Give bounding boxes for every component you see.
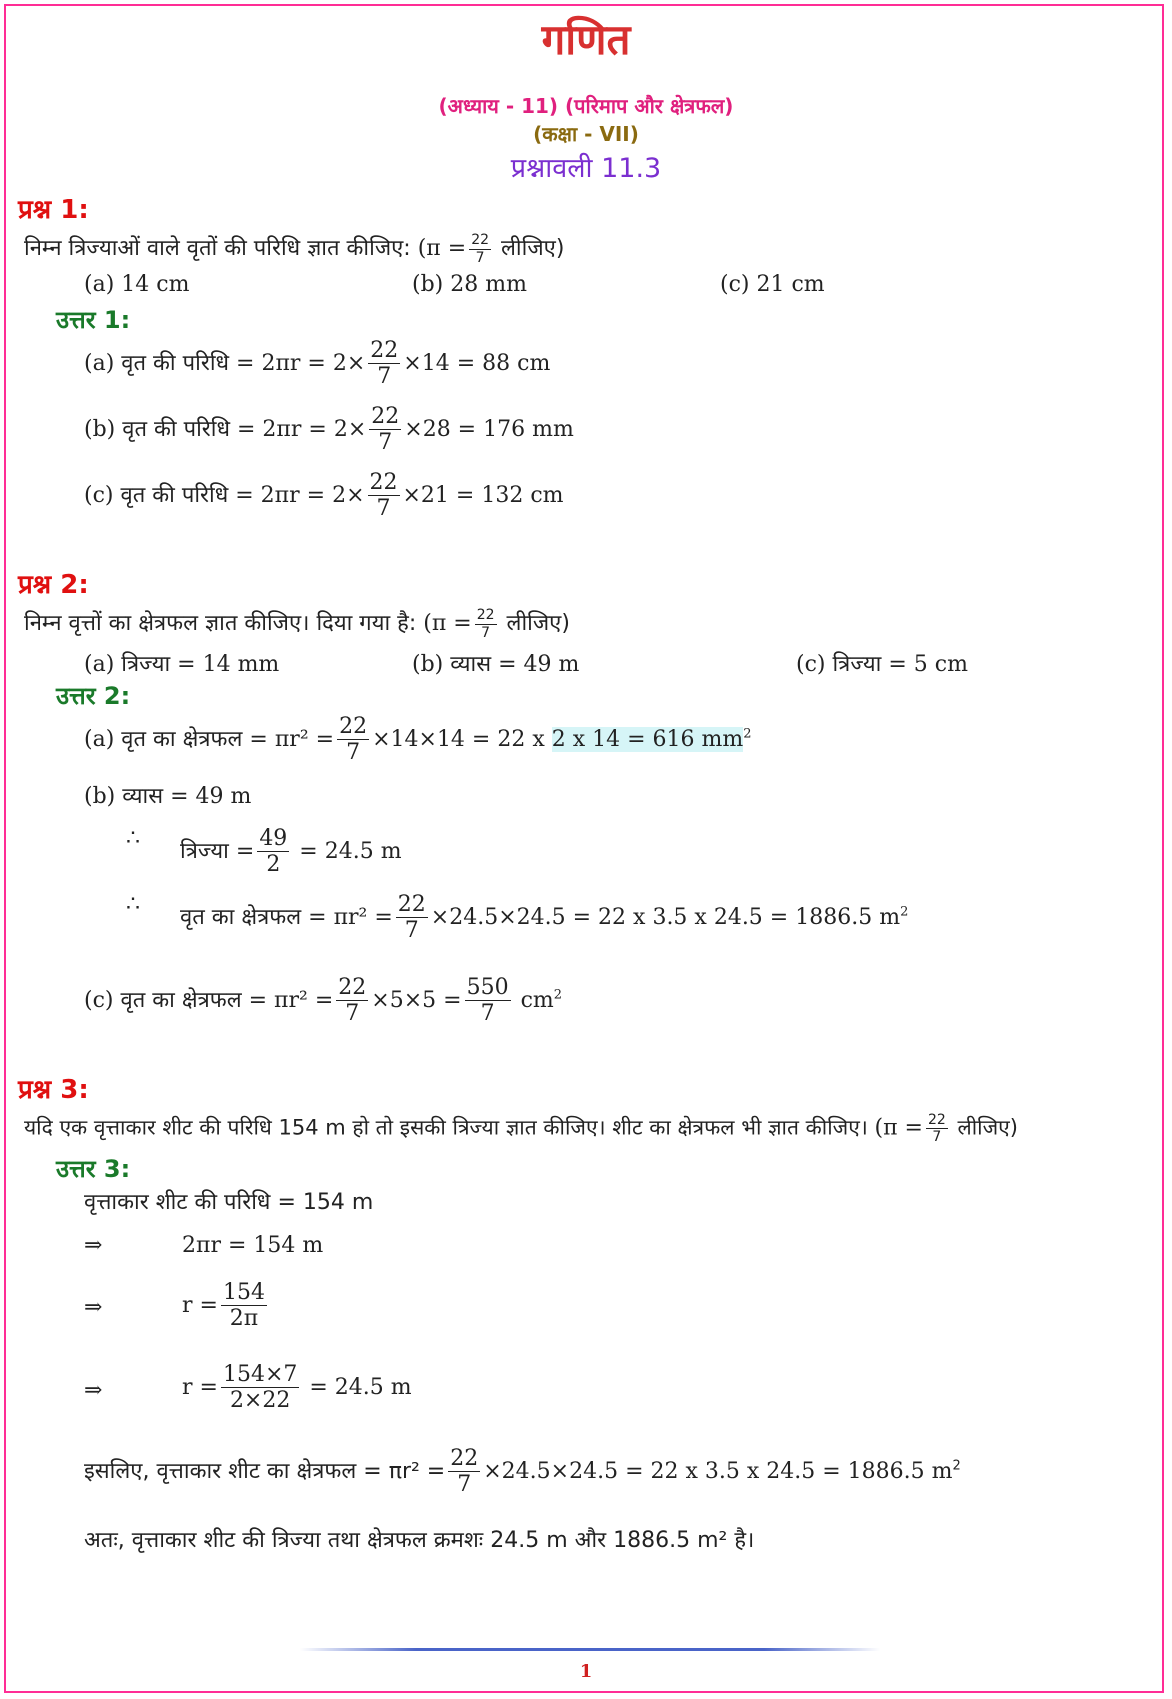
answer-2-line-c: (c) वृत का क्षेत्रफल = πr² = $\frac{22}{7}$ ×5×5 = $\frac{550}{7}$ $cm^2$	[84, 975, 563, 1027]
class-heading: (कक्षा - VII)	[533, 122, 639, 146]
page-number: 1	[579, 1661, 593, 1682]
footer-divider	[300, 1648, 880, 1651]
q2-option-c: (c) त्रिज्या = 5 cm	[796, 652, 968, 677]
answer-2-line-b: (b) व्यास = 49 m	[84, 784, 252, 809]
answer-3-line-1: वृत्ताकार शीट की परिधि = 154 m	[84, 1190, 374, 1215]
answer-2-area: वृत का क्षेत्रफल = πr² = $\frac{22}{7}$ ×24.5×24.5 = 22 x 3.5 x 24.5 = 1886.5 $m^2$	[180, 892, 909, 944]
implies-symbol: ⇒	[84, 1295, 103, 1320]
q2-option-a: (a) त्रिज्या = 14 mm	[84, 652, 280, 677]
answer-3-step-1: 2πr = 154 m	[182, 1233, 324, 1258]
question-3-text: यदि एक वृत्ताकार शीट की परिधि 154 m हो तो इसकी त्रिज्या ज्ञात कीजिए। शीट का क्षेत्रफल भी ज्ञात कीजिए। (π = $\frac{22}{7}$ लीजिए)	[24, 1112, 1018, 1146]
answer-2-heading: उत्तर 2:	[56, 682, 131, 710]
q1-option-c: (c) 21 cm	[720, 272, 825, 297]
q1-option-b: (b) 28 mm	[412, 272, 527, 297]
implies-symbol: ⇒	[84, 1233, 103, 1258]
answer-1-line-b: (b) वृत की परिधि = 2πr = 2× $\frac{22}{7}$ ×28 = 176 mm	[84, 404, 574, 456]
chapter-heading: (अध्याय - 11) (परिमाप और क्षेत्रफल)	[438, 94, 734, 118]
question-3-heading: प्रश्न 3:	[18, 1075, 89, 1105]
exercise-heading: प्रश्नावली 11.3	[510, 153, 662, 184]
question-2-heading: प्रश्न 2:	[18, 570, 89, 600]
answer-1-line-a: (a) वृत की परिधि = 2πr = 2× $\frac{22}{7}$ ×14 = 88 cm	[84, 338, 551, 390]
answer-1-heading: उत्तर 1:	[56, 306, 131, 334]
question-1-heading: प्रश्न 1:	[18, 195, 89, 225]
question-1-text: निम्न त्रिज्याओं वाले वृतों की परिधि ज्ञात कीजिए: (π = $\frac{22}{7}$ लीजिए)	[24, 232, 565, 266]
pi-fraction: $\frac{22}{7}$	[927, 1112, 946, 1146]
q1-option-a: (a) 14 cm	[84, 272, 190, 297]
page-title: गणित	[541, 15, 631, 64]
answer-3-step-3: r = $\frac{154\times 7}{2\times 22}$ = 24.5 m	[182, 1362, 412, 1414]
answer-1-line-c: (c) वृत की परिधि = 2πr = 2× $\frac{22}{7}$ ×21 = 132 cm	[84, 470, 564, 522]
therefore-symbol: ∴	[126, 826, 140, 851]
pi-fraction: $\frac{22}{7}$	[476, 607, 495, 641]
answer-3-heading: उत्तर 3:	[56, 1155, 131, 1183]
implies-symbol: ⇒	[84, 1378, 103, 1403]
question-2-text: निम्न वृत्तों का क्षेत्रफल ज्ञात कीजिए। दिया गया है: (π = $\frac{22}{7}$ लीजिए)	[24, 607, 570, 641]
answer-3-step-2: r = $\frac{154}{2\pi}$	[182, 1280, 265, 1332]
answer-2-line-a: (a) वृत का क्षेत्रफल = πr² = $\frac{22}{7}$ ×14×14 = 22 x 2 x 14 = 616 $mm^2$	[84, 714, 752, 766]
answer-3-area: इसलिए, वृत्ताकार शीट का क्षेत्रफल = πr² = $\frac{22}{7}$ ×24.5×24.5 = 22 x 3.5 x 24.5 = 1886.5 $m^2$	[84, 1446, 961, 1498]
q2-option-b: (b) व्यास = 49 m	[412, 652, 580, 677]
answer-2-radius: त्रिज्या = $\frac{49}{2}$ = 24.5 m	[180, 826, 402, 878]
pi-fraction: $\frac{22}{7}$	[471, 232, 490, 266]
therefore-symbol: ∴	[126, 892, 140, 917]
answer-3-conclusion: अतः, वृत्ताकार शीट की त्रिज्या तथा क्षेत्रफल क्रमशः 24.5 m और 1886.5 m² है।	[84, 1528, 755, 1553]
